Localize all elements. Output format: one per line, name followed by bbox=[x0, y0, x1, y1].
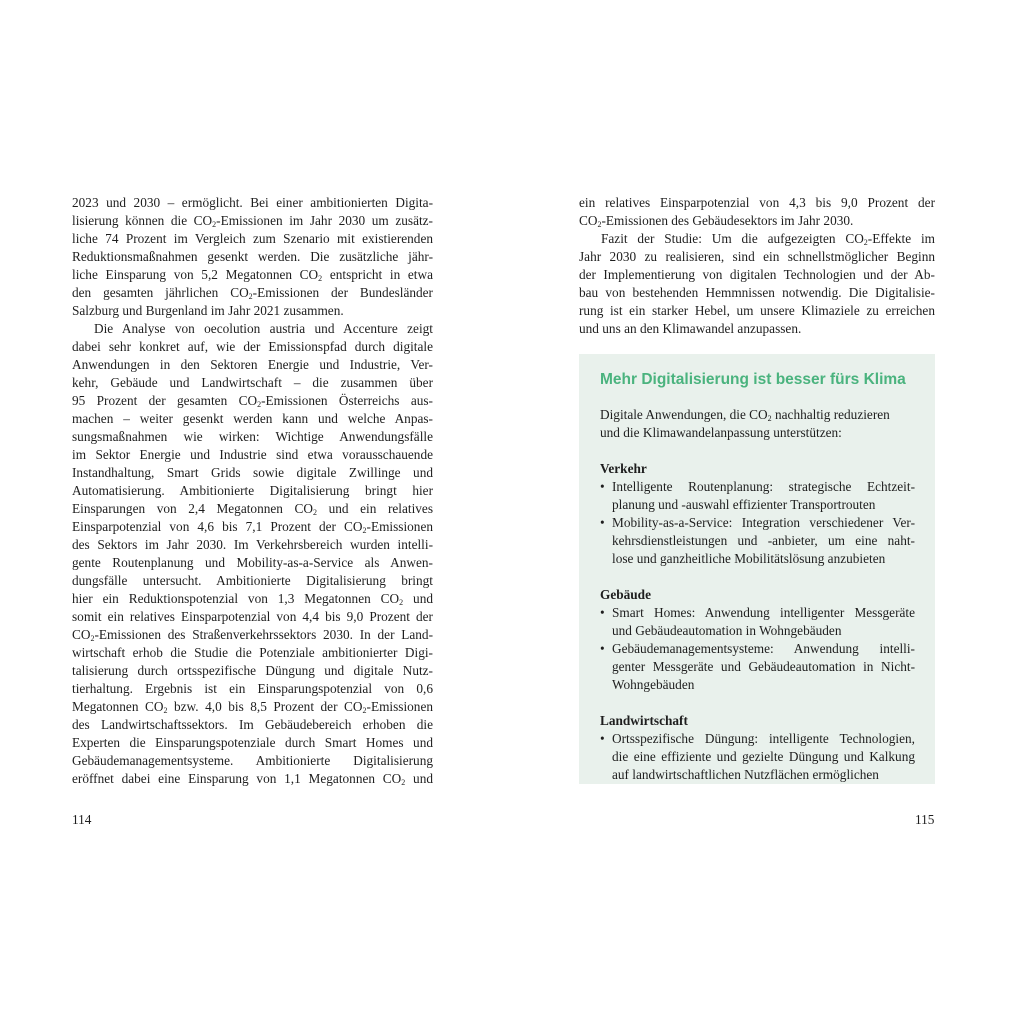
text-segment: wirtschaft erhob die Studie die Potenziale ambitionierter Digi- bbox=[72, 645, 433, 660]
text-segment: talisierung durch ortsspezifische Düngung und digitale Nutz- bbox=[72, 663, 433, 678]
text-line bbox=[72, 770, 433, 788]
text-segment: liche 74 Prozent im Vergleich zum Szenario mit existierenden bbox=[72, 231, 433, 246]
text-line bbox=[72, 392, 433, 410]
section-heading: Gebäude bbox=[600, 587, 651, 602]
section-heading: Landwirtschaft bbox=[600, 713, 688, 728]
text-line bbox=[72, 212, 433, 230]
bullet-line: Smart Homes: Anwendung intelligenter Messgeräte bbox=[612, 605, 915, 620]
bullet-icon: • bbox=[600, 479, 605, 494]
right-page-body bbox=[579, 194, 935, 338]
text-line bbox=[72, 248, 433, 266]
text-segment: 2023 und 2030 – ermöglicht. Bei einer ambitionierten Digita- bbox=[72, 195, 433, 210]
text-segment: lisierung können die CO bbox=[72, 213, 213, 228]
text-segment: und die Klimawandelanpassung unterstützen: bbox=[600, 425, 842, 440]
text-segment: 95 Prozent der gesamten CO bbox=[72, 393, 258, 408]
text-segment: tierhaltung. Ergebnis ist ein Einsparungspotenzial von 0,6 bbox=[72, 681, 433, 696]
text-line bbox=[72, 572, 433, 590]
bullet-line: Intelligente Routenplanung: strategische Echtzeit- bbox=[612, 479, 915, 494]
text-line bbox=[579, 212, 935, 230]
subscript: 2 bbox=[597, 220, 602, 229]
text-segment: rung ist ein starker Hebel, um unsere Klimaziele zu erreichen bbox=[579, 303, 935, 318]
page-number-left: 114 bbox=[72, 812, 92, 827]
bullet-icon: • bbox=[600, 641, 605, 656]
infobox-section bbox=[600, 712, 915, 784]
text-line bbox=[72, 302, 433, 320]
infobox-section bbox=[600, 460, 915, 568]
text-segment: und ein relatives bbox=[317, 501, 434, 516]
text-segment: des Sektors im Jahr 2030. Im Verkehrsbereich wurden intelli- bbox=[72, 537, 433, 552]
bullet-item bbox=[600, 514, 915, 568]
bullet-line: lose und ganzheitliche Mobilitätslösung anzubieten bbox=[612, 551, 886, 566]
text-segment: -Effekte im bbox=[867, 231, 935, 246]
page-number-right: 115 bbox=[915, 812, 935, 827]
subscript: 2 bbox=[257, 400, 262, 409]
text-segment: liche Einsparung von 5,2 Megatonnen CO bbox=[72, 267, 319, 282]
text-segment: somit ein relatives Einsparpotenzial von 4,4 bis 9,0 Prozent der bbox=[72, 609, 433, 624]
bullet-line: auf landwirtschaftlichen Nutzflächen ermöglichen bbox=[612, 767, 879, 782]
bullet-item bbox=[600, 730, 915, 784]
text-line bbox=[72, 752, 433, 770]
text-line bbox=[579, 248, 935, 266]
text-segment: Experten die Einsparungspotenziale durch Smart Homes und bbox=[72, 735, 433, 750]
text-line bbox=[72, 590, 433, 608]
text-segment: -Emissionen bbox=[366, 519, 433, 534]
bullet-icon: • bbox=[600, 731, 605, 746]
subscript: 2 bbox=[163, 706, 168, 715]
text-segment: sungsmaßnahmen wie wirken: Wichtige Anwendungsfälle bbox=[72, 429, 433, 444]
left-page-body bbox=[72, 194, 433, 788]
subscript: 2 bbox=[212, 220, 217, 229]
text-line bbox=[72, 608, 433, 626]
text-line bbox=[72, 680, 433, 698]
infobox-section bbox=[600, 586, 915, 694]
text-segment: Instandhaltung, Smart Grids sowie digitale Zwillinge und bbox=[72, 465, 433, 480]
text-line bbox=[72, 194, 433, 212]
text-line bbox=[72, 320, 433, 338]
text-segment: ein relatives Einsparpotenzial von 4,3 bis 9,0 Prozent der bbox=[579, 195, 935, 210]
subscript: 2 bbox=[318, 274, 323, 283]
text-line bbox=[72, 518, 433, 536]
bullet-item bbox=[600, 640, 915, 694]
text-segment: Fazit der Studie: Um die aufgezeigten CO bbox=[601, 231, 864, 246]
bullet-line: genter Messgeräte und Gebäudeautomation in Nicht- bbox=[612, 659, 915, 674]
infobox-sections bbox=[600, 460, 915, 784]
bullet-line: und Gebäudeautomation in Wohngebäuden bbox=[612, 623, 842, 638]
bullet-line: kehrsdienstleistungen und -anbieter, um eine naht- bbox=[612, 533, 915, 548]
text-segment: Salzburg und Burgenland im Jahr 2021 zusammen. bbox=[72, 303, 344, 318]
text-line bbox=[579, 230, 935, 248]
text-line bbox=[72, 284, 433, 302]
text-line bbox=[72, 662, 433, 680]
text-segment: Megatonnen CO bbox=[72, 699, 164, 714]
text-segment: Die Analyse von oecolution austria und Accenture zeigt bbox=[94, 321, 433, 336]
infobox-title: Mehr Digitalisierung ist besser fürs Klima bbox=[600, 371, 906, 388]
text-segment: gente Routenplanung und Mobility-as-a-Service als Anwen- bbox=[72, 555, 433, 570]
text-segment: -Emissionen im Jahr 2030 um zusätz- bbox=[216, 213, 433, 228]
text-segment: und bbox=[403, 591, 433, 606]
text-line bbox=[72, 698, 433, 716]
text-segment: Reduktionsmaßnahmen gesenkt werden. Die zusätzliche jähr- bbox=[72, 249, 433, 264]
subscript: 2 bbox=[863, 238, 868, 247]
subscript: 2 bbox=[401, 778, 406, 787]
text-line bbox=[72, 500, 433, 518]
text-segment: Einsparungen von 2,4 Megatonnen CO bbox=[72, 501, 313, 516]
text-line bbox=[72, 554, 433, 572]
intro-line bbox=[600, 424, 915, 442]
text-segment: bzw. 4,0 bis 8,5 Prozent der CO bbox=[167, 699, 363, 714]
text-segment: eröffnet dabei eine Einsparung von 1,1 Megatonnen CO bbox=[72, 771, 402, 786]
text-line bbox=[72, 230, 433, 248]
text-segment: nachhaltig reduzieren bbox=[771, 407, 890, 422]
text-segment: und bbox=[405, 771, 433, 786]
text-segment: Automatisierung. Ambitionierte Digitalisierung bringt hier bbox=[72, 483, 433, 498]
text-segment: Jahr 2030 zu realisieren, sind ein schnellstmöglicher Beginn bbox=[579, 249, 935, 264]
text-segment: machen – weiter gesenkt werden kann und welche Anpas- bbox=[72, 411, 433, 426]
text-segment: hier ein Reduktionspotenzial von 1,3 Megatonnen CO bbox=[72, 591, 400, 606]
intro-line bbox=[600, 406, 915, 424]
text-line bbox=[72, 482, 433, 500]
text-line bbox=[72, 716, 433, 734]
subscript: 2 bbox=[362, 526, 367, 535]
text-line bbox=[72, 464, 433, 482]
text-segment: dungsfälle untersucht. Ambitionierte Digitalisierung bringt bbox=[72, 573, 433, 588]
text-segment: -Emissionen der Bundesländer bbox=[252, 285, 433, 300]
text-segment: des Landwirtschaftssektors. Im Gebäudebereich erhoben die bbox=[72, 717, 433, 732]
bullet-line: Wohngebäuden bbox=[612, 677, 695, 692]
bullet-line: planung und -auswahl effizienter Transportrouten bbox=[612, 497, 876, 512]
text-segment: entspricht in etwa bbox=[322, 267, 434, 282]
subscript: 2 bbox=[362, 706, 367, 715]
bullet-icon: • bbox=[600, 605, 605, 620]
text-segment: Einsparpotenzial von 4,6 bis 7,1 Prozent der CO bbox=[72, 519, 363, 534]
text-line bbox=[579, 320, 935, 338]
bullet-item bbox=[600, 478, 915, 514]
text-segment: Digitale Anwendungen, die CO bbox=[600, 407, 768, 422]
subscript: 2 bbox=[90, 634, 95, 643]
text-segment: Anwendungen in den Sektoren Energie und Industrie, Ver- bbox=[72, 357, 433, 372]
text-segment: -Emissionen bbox=[366, 699, 433, 714]
text-segment: bau von bestehenden Hemmnissen notwendig. Die Digitalisie- bbox=[579, 285, 935, 300]
text-line bbox=[72, 338, 433, 356]
text-segment: Gebäudemanagementsysteme. Ambitionierte Digitalisierung bbox=[72, 753, 433, 768]
subscript: 2 bbox=[248, 292, 253, 301]
text-segment: CO bbox=[579, 213, 598, 228]
subscript: 2 bbox=[399, 598, 404, 607]
text-line bbox=[72, 374, 433, 392]
text-line bbox=[72, 428, 433, 446]
bullet-icon: • bbox=[600, 515, 605, 530]
bullet-line: Ortsspezifische Düngung: intelligente Technologien, bbox=[612, 731, 915, 746]
text-line bbox=[72, 644, 433, 662]
text-segment: CO bbox=[72, 627, 91, 642]
text-line bbox=[579, 194, 935, 212]
text-line bbox=[72, 266, 433, 284]
text-line bbox=[579, 284, 935, 302]
text-line bbox=[72, 410, 433, 428]
subscript: 2 bbox=[313, 508, 317, 517]
bullet-line: Mobility-as-a-Service: Integration verschiedener Ver- bbox=[612, 515, 915, 530]
text-segment: -Emissionen des Gebäudesektors im Jahr 2030. bbox=[601, 213, 854, 228]
text-line bbox=[72, 446, 433, 464]
section-heading: Verkehr bbox=[600, 461, 647, 476]
text-segment: -Emissionen Österreichs aus- bbox=[261, 393, 433, 408]
text-segment: kehr, Gebäude und Landwirtschaft – die zusammen über bbox=[72, 375, 433, 390]
text-segment: der Implementierung von digitalen Technologien und der Ab- bbox=[579, 267, 935, 282]
infobox bbox=[579, 354, 935, 784]
text-segment: -Emissionen des Straßenverkehrssektors 2030. In der Land- bbox=[94, 627, 433, 642]
text-line bbox=[72, 536, 433, 554]
text-segment: und uns an den Klimawandel anzupassen. bbox=[579, 321, 802, 336]
text-segment: dabei sehr konkret auf, wie der Emissionspfad durch digitale bbox=[72, 339, 433, 354]
subscript: 2 bbox=[767, 414, 772, 423]
text-line bbox=[72, 356, 433, 374]
text-segment: im Sektor Energie und Industrie sind etwa vorausschauende bbox=[72, 447, 433, 462]
bullet-line: die eine effiziente und gezielte Düngung und Kalkung bbox=[612, 749, 915, 764]
text-line bbox=[579, 266, 935, 284]
bullet-item bbox=[600, 604, 915, 640]
text-segment: den gesamten jährlichen CO bbox=[72, 285, 249, 300]
infobox-intro bbox=[600, 406, 915, 442]
text-line bbox=[579, 302, 935, 320]
text-line bbox=[72, 734, 433, 752]
bullet-line: Gebäudemanagementsysteme: Anwendung intelli- bbox=[612, 641, 915, 656]
text-line bbox=[72, 626, 433, 644]
